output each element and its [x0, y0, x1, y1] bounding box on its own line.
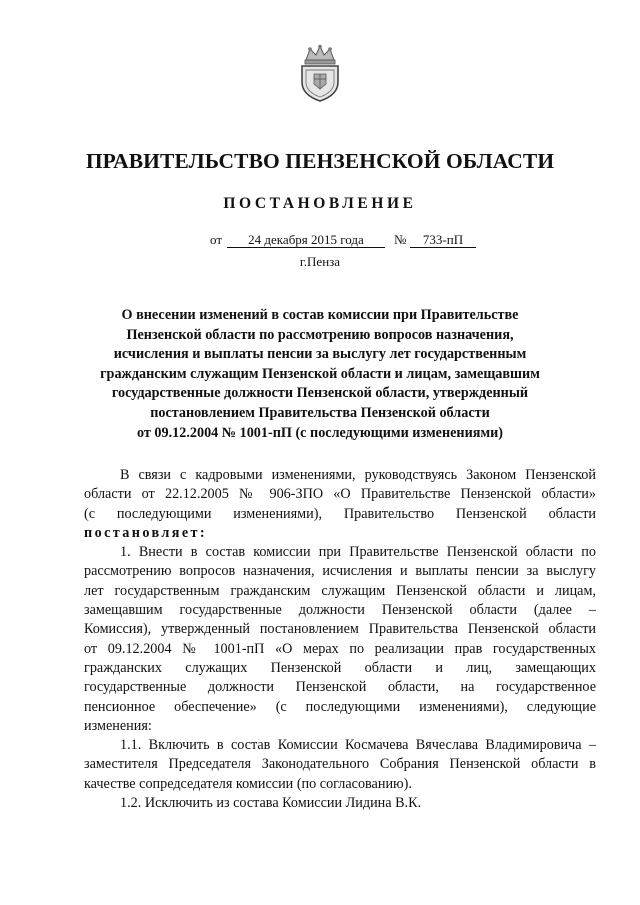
- body-line: 1.1. Включить в состав Комиссии Космачева Вячеслава Владимировича –: [120, 737, 596, 754]
- document-date: 24 декабря 2015 года: [227, 232, 385, 248]
- number-prefix: №: [394, 232, 407, 247]
- city-name: г.Пенза: [299, 254, 341, 269]
- body-line: от 09.12.2004 № 1001-пП «О мерах по реализации прав государственных: [84, 640, 596, 657]
- body-line: замещавшим государственные должности Пензенской области (далее –: [84, 602, 596, 619]
- document-body: [84, 466, 596, 813]
- body-line: лет государственным гражданским служащим Пензенской области и лицам,: [84, 582, 596, 599]
- subject-line: исчисления и выплаты пенсии за выслугу лет государственным: [113, 346, 527, 363]
- government-title: ПРАВИТЕЛЬСТВО ПЕНЗЕНСКОЙ ОБЛАСТИ: [85, 149, 555, 173]
- body-line: гражданских служащих Пензенской области и лиц, замещающих: [84, 659, 596, 676]
- body-line: заместителя Председателя Законодательного Собрания Пензенской области в: [84, 756, 596, 773]
- date-number-line: [210, 232, 510, 250]
- body-line: 1. Внести в состав комиссии при Правительстве Пензенской области по: [120, 544, 596, 561]
- body-line: качестве сопредседателя комиссии (по согласованию).: [84, 775, 412, 792]
- document-subject: [0, 306, 640, 443]
- subject-line: от 09.12.2004 № 1001-пП (с последующими изменениями): [136, 424, 504, 441]
- subject-line: Пензенской области по рассмотрению вопросов назначения,: [126, 326, 514, 343]
- body-line: Комиссия), утвержденный постановлением Правительства Пензенской области: [84, 621, 596, 638]
- subject-line: гражданским служащим Пензенской области и лицам, замещавшим: [100, 365, 540, 382]
- coat-of-arms-icon: [296, 44, 344, 102]
- body-line: области от 22.12.2005 № 906-ЗПО «О Правительстве Пензенской области»: [84, 486, 596, 503]
- document-number: 733-пП: [410, 232, 476, 248]
- subject-line: О внесении изменений в состав комиссии при Правительстве: [121, 307, 519, 323]
- resolution-word: постановляет:: [84, 524, 208, 541]
- subject-line: государственные должности Пензенской области, утвержденный: [111, 385, 529, 402]
- body-line: 1.2. Исключить из состава Комиссии Лидина В.К.: [120, 795, 422, 812]
- body-line: пенсионное обеспечение» (с последующими изменениями), следующие: [84, 698, 596, 715]
- body-line: рассмотрению вопросов назначения, исчисления и выплаты пенсии за выслугу: [84, 563, 596, 580]
- body-line: (с последующими изменениями), Правительство Пензенской области: [84, 505, 596, 522]
- document-type-title: ПОСТАНОВЛЕНИЕ: [223, 195, 417, 212]
- body-line: изменения:: [84, 717, 152, 734]
- subject-line: постановлением Правительства Пензенской области: [150, 404, 490, 421]
- body-line: В связи с кадровыми изменениями, руководствуясь Законом Пензенской: [120, 467, 596, 483]
- body-line: государственные должности Пензенской области, на государственное: [84, 679, 596, 696]
- date-prefix: от: [210, 232, 223, 247]
